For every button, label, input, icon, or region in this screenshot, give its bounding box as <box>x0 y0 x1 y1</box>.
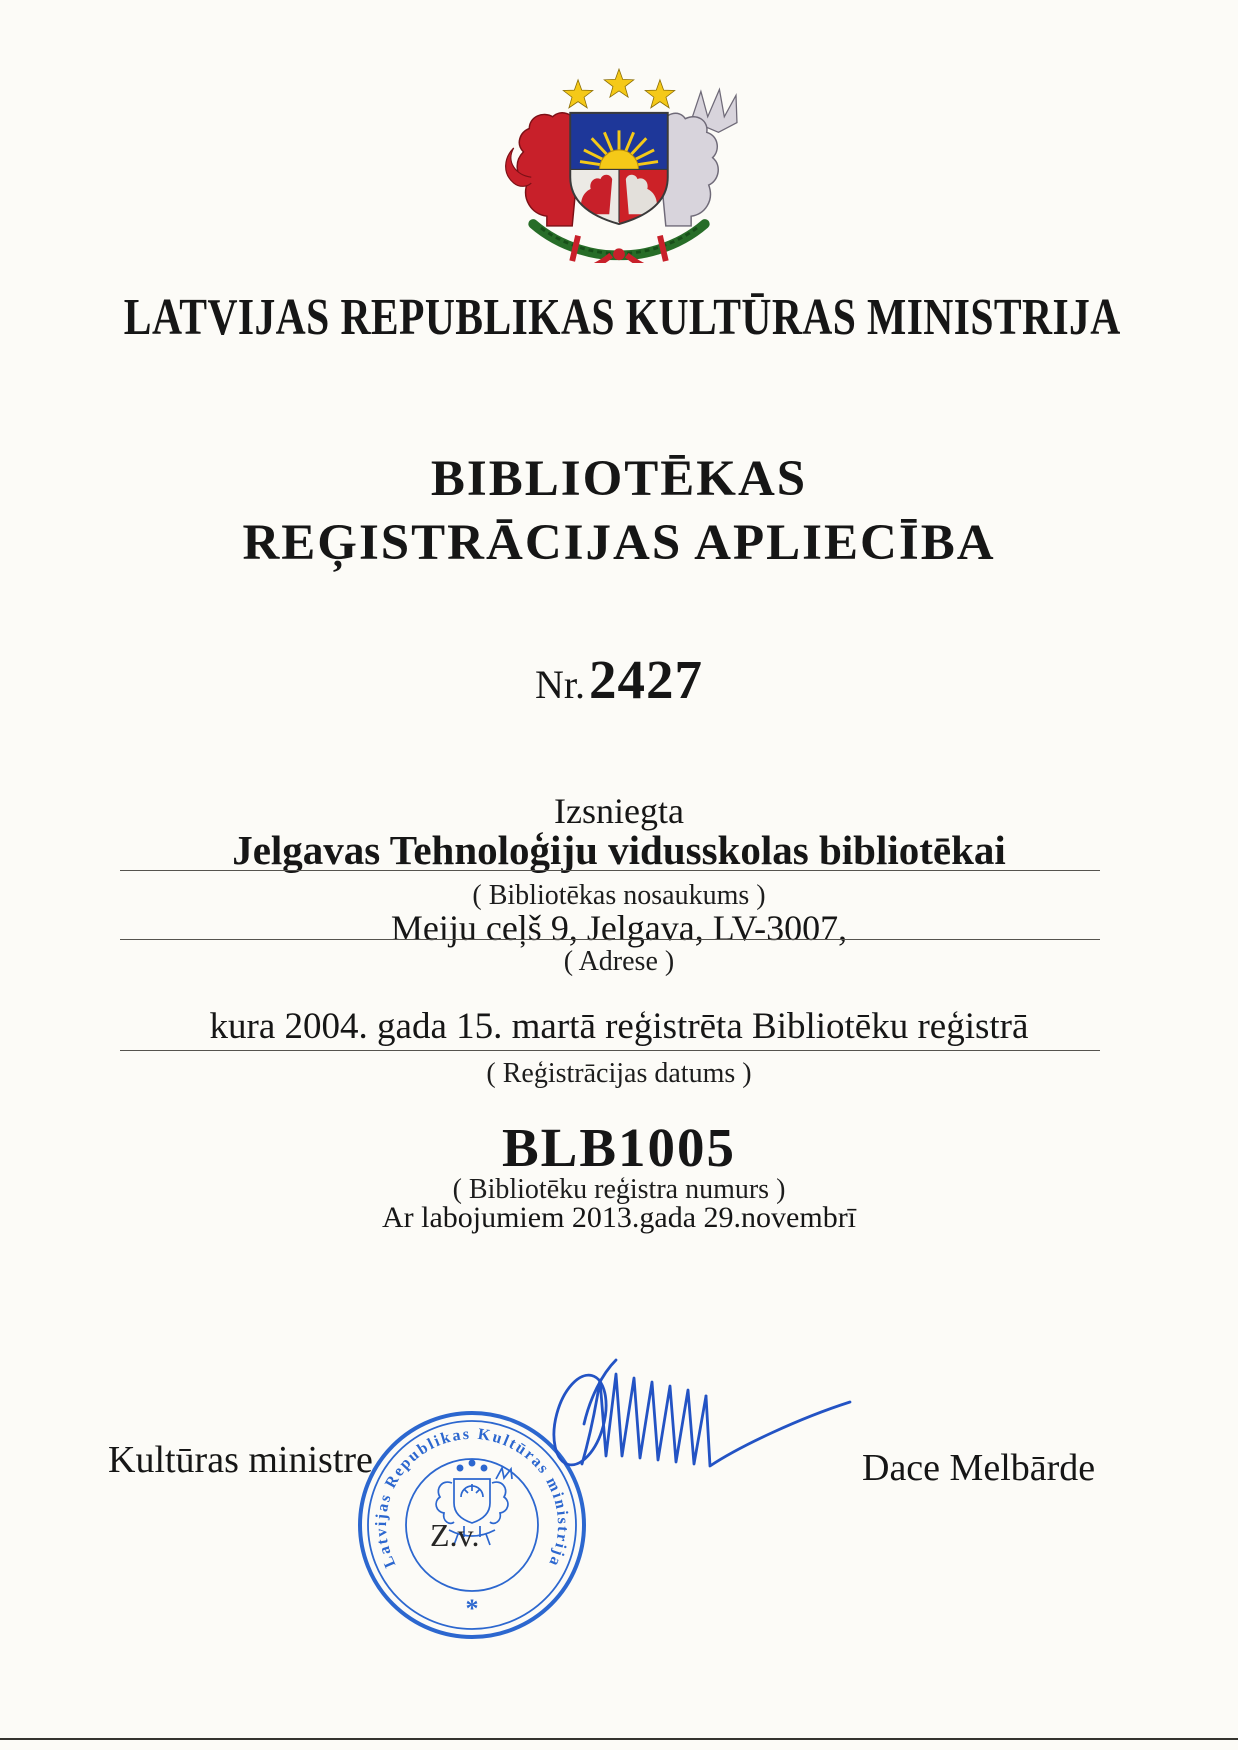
registration-date-underline <box>120 1050 1100 1051</box>
library-name-caption: ( Bibliotēkas nosaukums ) <box>472 880 766 911</box>
seal-circular-text: Latvijas Republikas Kultūras ministrija <box>372 1425 572 1571</box>
garland-icon <box>533 224 705 263</box>
library-address: Meiju ceļš 9, Jelgava, LV-3007, <box>390 908 848 948</box>
address-caption: ( Adrese ) <box>563 946 675 977</box>
minister-name: Dace Melbārde <box>862 1447 1096 1489</box>
certificate-title-line2: REĢISTRĀCIJAS APLIECĪBA <box>242 515 996 571</box>
certificate-title-line1: BIBLIOTĒKAS <box>430 451 808 507</box>
griffin-supporter-icon <box>657 89 737 226</box>
page-scan-edge <box>0 1738 1238 1740</box>
library-name-underline <box>120 870 1100 871</box>
minister-signature <box>520 1356 880 1490</box>
registration-date-line: kura 2004. gada 15. martā reģistrēta Bibliotēku reģistrā <box>209 1006 1029 1047</box>
address-underline <box>120 939 1100 940</box>
number-label: Nr. <box>535 662 585 707</box>
issued-to-label: Izsniegta <box>554 791 684 831</box>
certificate-number <box>0 648 1238 711</box>
library-name: Jelgavas Tehnoloģiju vidusskolas bibliotēkai <box>232 827 1006 873</box>
number-value: 2427 <box>589 649 703 710</box>
seal-star-mark: * <box>465 1594 479 1623</box>
stars-icon <box>563 69 675 108</box>
registry-number: BLB1005 <box>501 1117 737 1178</box>
minister-role: Kultūras ministre <box>108 1439 373 1481</box>
registration-date-caption: ( Reģistrācijas datums ) <box>486 1058 752 1089</box>
latvia-coat-of-arms <box>449 68 789 263</box>
shield-icon <box>570 113 668 228</box>
seal-place-mark: Z.v. <box>430 1517 480 1553</box>
ministry-heading: LATVIJAS REPUBLIKAS KULTŪRAS MINISTRIJA <box>123 289 1121 346</box>
amendment-note: Ar labojumiem 2013.gada 29.novembrī <box>381 1201 857 1234</box>
registry-number-caption: ( Bibliotēku reģistra numurs ) <box>452 1174 786 1205</box>
